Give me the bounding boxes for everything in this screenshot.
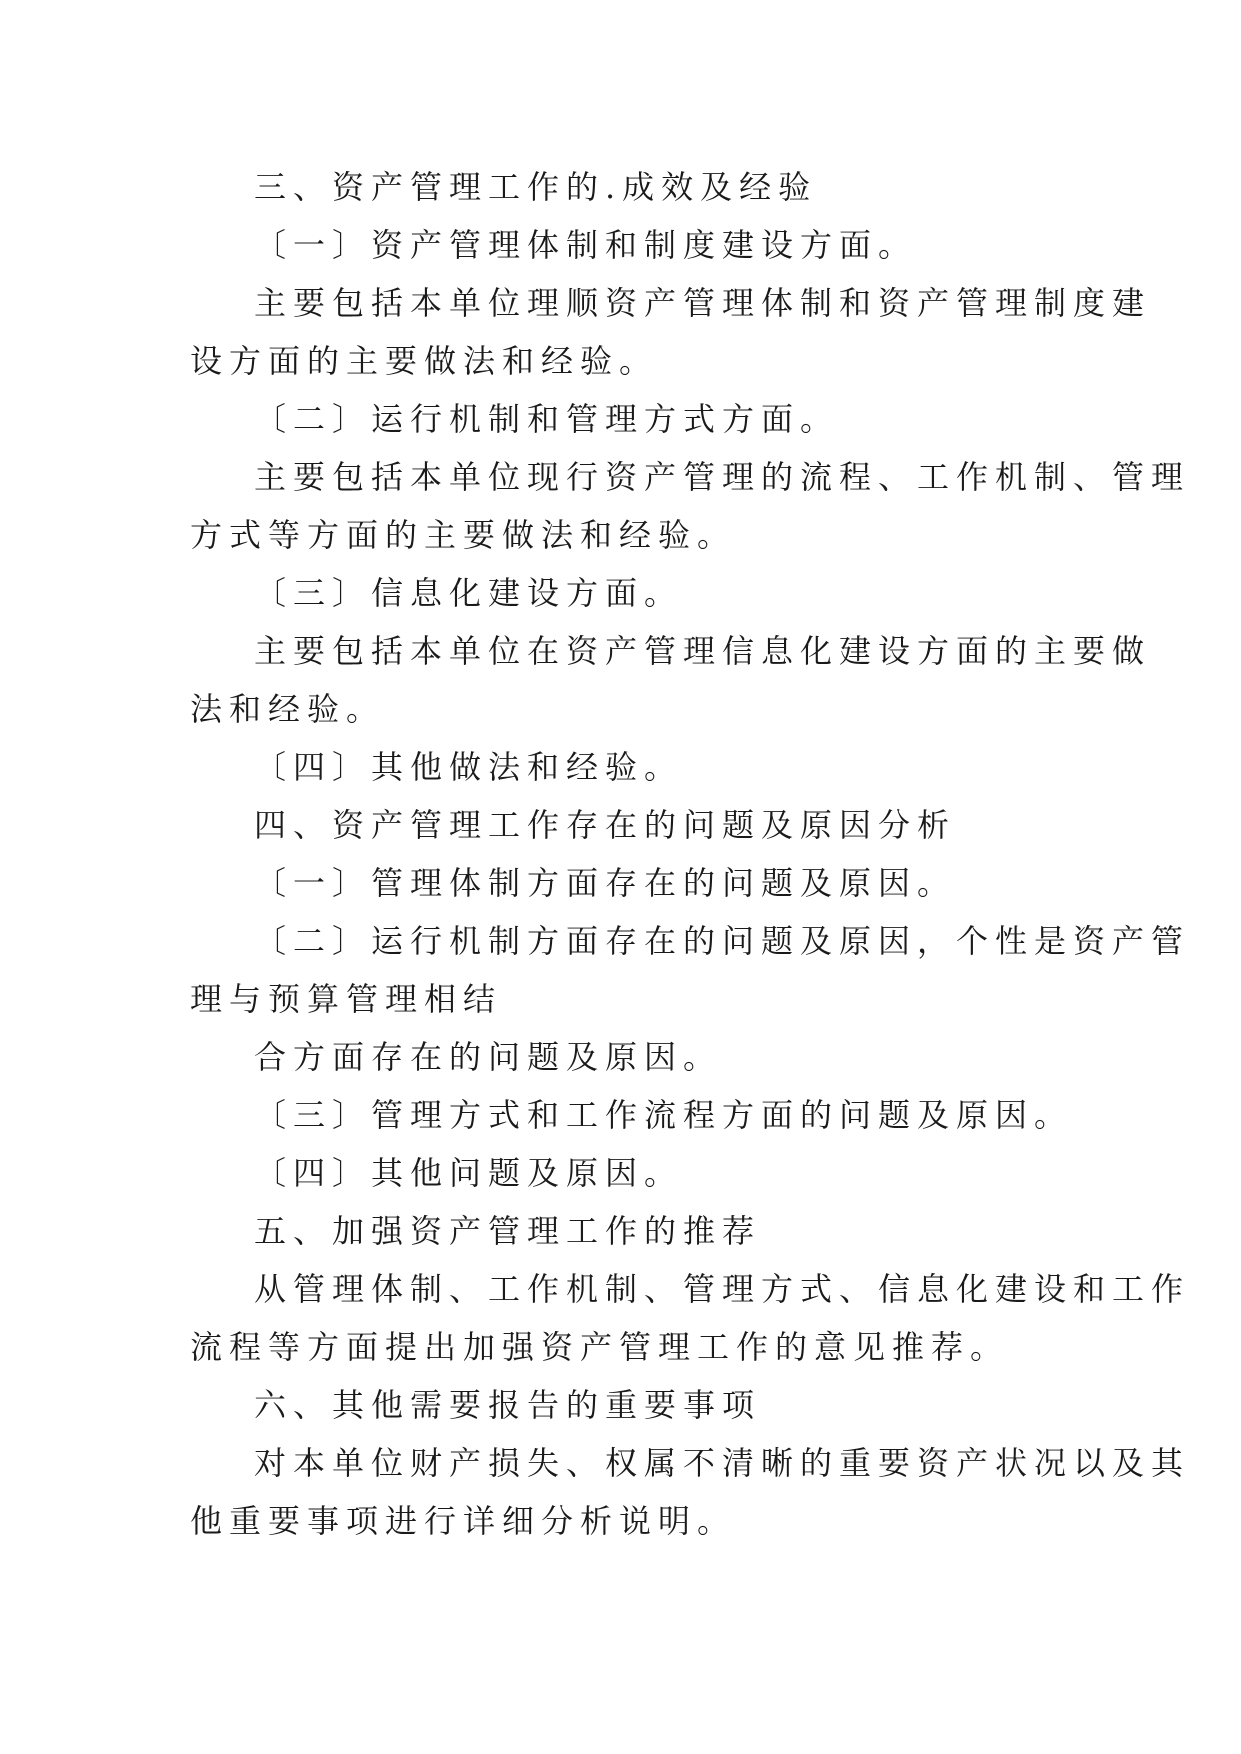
section-heading-6: 六、其他需要报告的重要事项: [254, 1386, 762, 1424]
paragraph-line: 方式等方面的主要做法和经验。: [190, 516, 737, 554]
paragraph-line: 理与预算管理相结: [190, 980, 503, 1018]
section-heading-4: 四、资产管理工作存在的问题及原因分析: [254, 806, 957, 844]
subsection-heading: 〔四〕其他做法和经验。: [254, 748, 684, 786]
paragraph-line: 他重要事项进行详细分析说明。: [190, 1502, 737, 1540]
paragraph-line: 主要包括本单位理顺资产管理体制和资产管理制度建: [254, 284, 1152, 322]
section-heading-3: 三、资产管理工作的.成效及经验: [254, 168, 818, 206]
subsection-heading: 〔三〕管理方式和工作流程方面的问题及原因。: [254, 1096, 1074, 1134]
subsection-heading: 〔一〕管理体制方面存在的问题及原因。: [254, 864, 957, 902]
paragraph-line: 设方面的主要做法和经验。: [190, 342, 659, 380]
subsection-heading: 〔二〕运行机制方面存在的问题及原因，个性是资产管: [254, 922, 1191, 960]
subsection-heading: 〔二〕运行机制和管理方式方面。: [254, 400, 840, 438]
paragraph-line: 主要包括本单位现行资产管理的流程、工作机制、管理: [254, 458, 1191, 496]
paragraph-line: 对本单位财产损失、权属不清晰的重要资产状况以及其: [254, 1444, 1191, 1482]
subsection-heading: 〔三〕信息化建设方面。: [254, 574, 684, 612]
document-body: [190, 158, 1191, 1550]
subsection-heading: 〔四〕其他问题及原因。: [254, 1154, 684, 1192]
subsection-heading: 〔一〕资产管理体制和制度建设方面。: [254, 226, 918, 264]
paragraph-line: 合方面存在的问题及原因。: [254, 1038, 723, 1076]
section-heading-5: 五、加强资产管理工作的推荐: [254, 1212, 762, 1250]
paragraph-line: 流程等方面提出加强资产管理工作的意见推荐。: [190, 1328, 1010, 1366]
paragraph-line: 法和经验。: [190, 690, 386, 728]
paragraph-line: 主要包括本单位在资产管理信息化建设方面的主要做: [254, 632, 1152, 670]
paragraph-line: 从管理体制、工作机制、管理方式、信息化建设和工作: [254, 1270, 1191, 1308]
